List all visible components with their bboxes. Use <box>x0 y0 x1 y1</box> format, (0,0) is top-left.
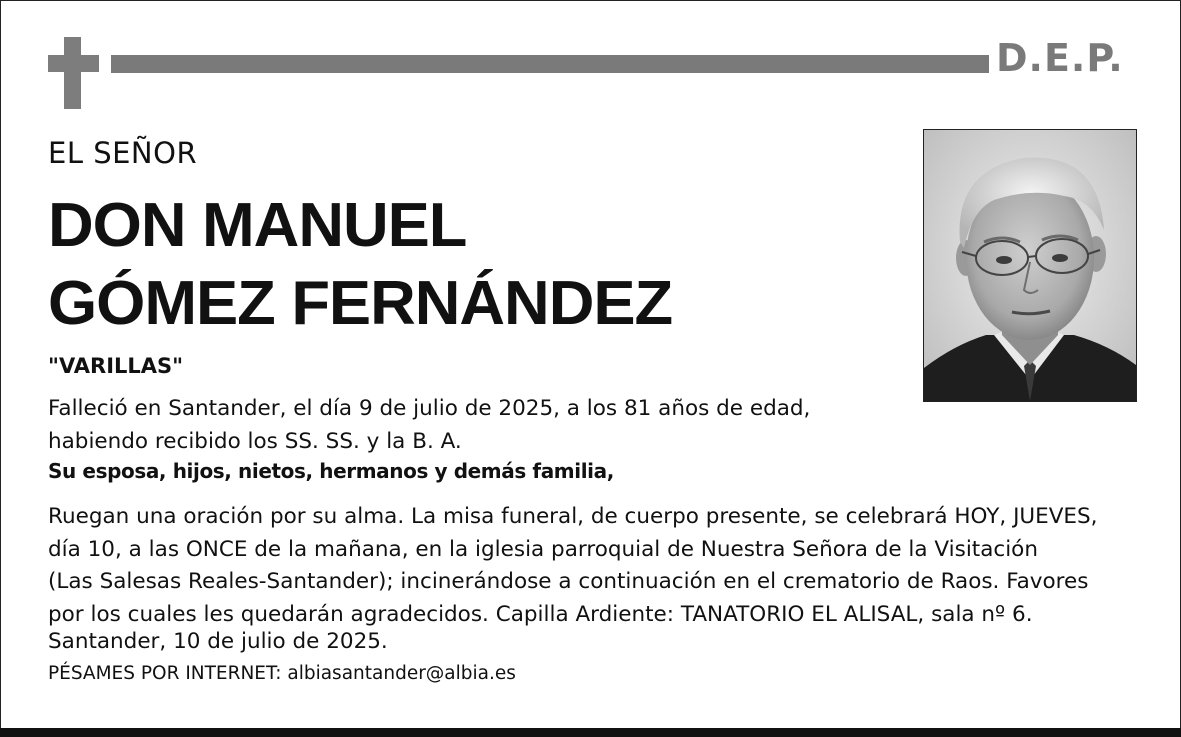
cross-icon <box>64 37 81 109</box>
family-line: Su esposa, hijos, nietos, hermanos y demás familia, <box>48 459 614 483</box>
place-date: Santander, 10 de julio de 2025. <box>48 629 388 654</box>
deceased-name-line1: DON MANUEL <box>48 191 467 260</box>
header-rule <box>111 55 989 73</box>
deceased-name-line2: GÓMEZ FERNÁNDEZ <box>48 269 673 338</box>
condolences-line: PÉSAMES POR INTERNET: albiasantander@albia.es <box>48 663 516 684</box>
death-line-1: Falleció en Santander, el día 9 de julio de 2025, a los 81 años de edad, <box>48 396 811 421</box>
request-line-3: (Las Salesas Reales-Santander); incinerándose a continuación en el crematorio de Raos. Favores <box>48 569 1089 594</box>
portrait-photo <box>923 129 1137 402</box>
portrait-image <box>924 130 1136 401</box>
death-line-2: habiendo recibido los SS. SS. y la B. A. <box>48 428 462 454</box>
request-line-1: Ruegan una oración por su alma. La misa funeral, de cuerpo presente, se celebrará HOY, JUEVES, <box>48 504 1098 529</box>
honorific: EL SEÑOR <box>48 136 198 170</box>
request-line-4: por los cuales les quedarán agradecidos. Capilla Ardiente: TANATORIO EL ALISAL, sala nº 6. <box>48 601 1033 627</box>
funeral-request <box>48 501 1098 631</box>
request-line-2: día 10, a las ONCE de la mañana, en la iglesia parroquial de Nuestra Señora de la Visitación <box>48 536 1038 562</box>
cross-icon-bar <box>48 55 99 72</box>
death-details <box>48 393 810 458</box>
dep-label: D.E.P. <box>996 36 1124 80</box>
nickname: "VARILLAS" <box>48 354 184 378</box>
bottom-border <box>0 728 1181 737</box>
